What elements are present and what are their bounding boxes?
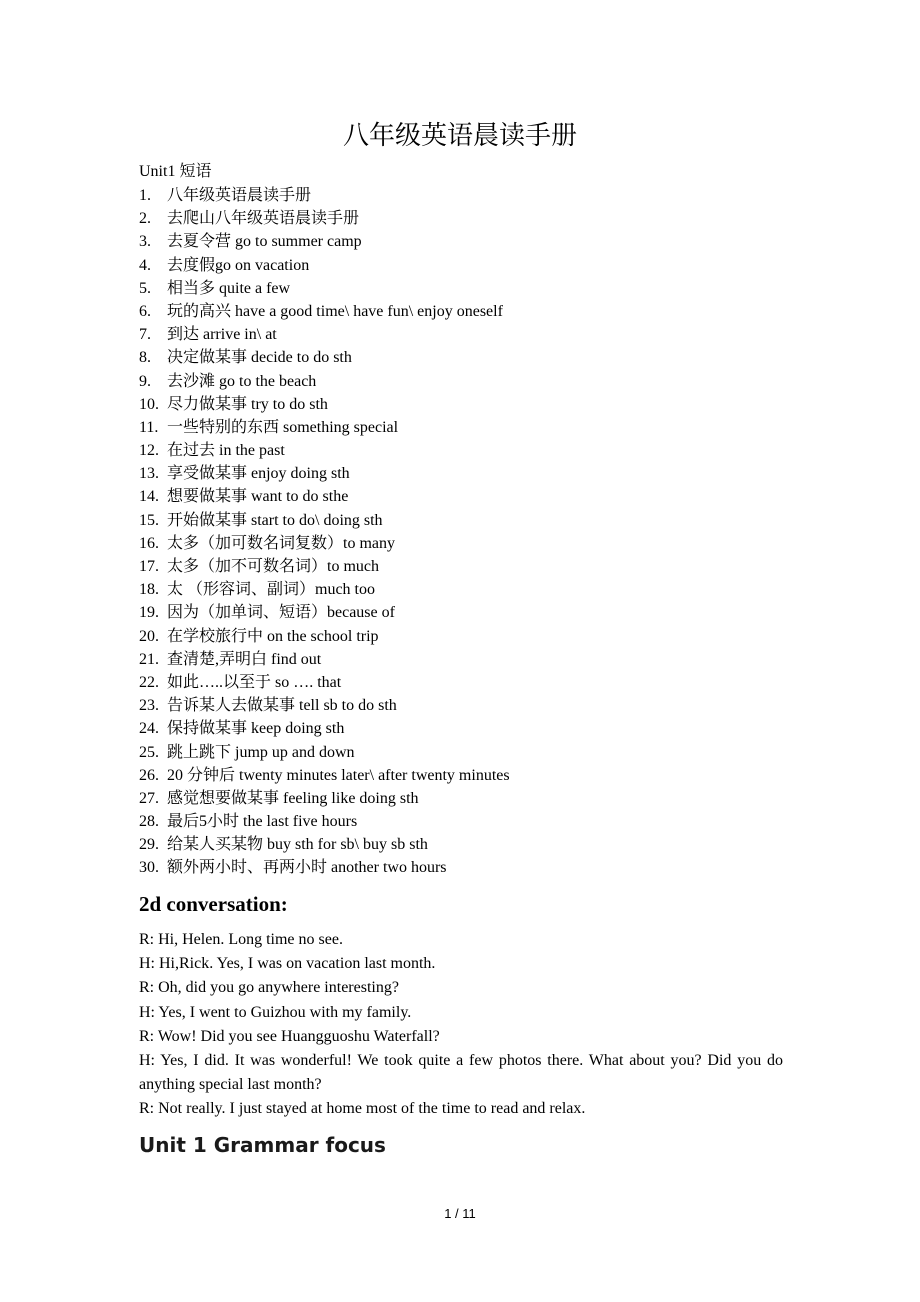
phrase-text: 20 分钟后 twenty minutes later\ after twenty minutes xyxy=(167,766,510,784)
phrase-text: 去度假go on vacation xyxy=(167,256,310,274)
phrase-number: 2. xyxy=(139,210,151,228)
phrase-item xyxy=(139,648,510,671)
phrase-text: 感觉想要做某事 feeling like doing sth xyxy=(167,789,419,807)
phrase-item xyxy=(139,393,510,416)
phrase-text: 到达 arrive in\ at xyxy=(167,326,277,344)
phrase-item xyxy=(139,741,510,764)
phrase-item xyxy=(139,230,510,253)
phrase-text: 太 （形容词、副词）much too xyxy=(167,581,375,599)
conversation-block xyxy=(139,928,783,1122)
phrase-number: 27. xyxy=(139,789,159,807)
phrase-number: 8. xyxy=(139,349,151,367)
phrase-text: 因为（加单词、短语）because of xyxy=(167,604,395,622)
phrase-number: 21. xyxy=(139,650,159,668)
phrase-item xyxy=(139,833,510,856)
unit-label: Unit1 短语 xyxy=(139,163,212,180)
phrase-text: 在过去 in the past xyxy=(167,442,285,460)
grammar-heading: Unit 1 Grammar focus xyxy=(139,1133,386,1157)
dialogue-line: H: Yes, I did. It was wonderful! We took quite a few photos there. What about you? Did you do anything special last month? xyxy=(139,1052,783,1094)
phrase-number: 9. xyxy=(139,372,151,390)
phrase-item xyxy=(139,184,510,207)
phrase-text: 额外两小时、再两小时 another two hours xyxy=(167,859,447,877)
phrase-number: 25. xyxy=(139,743,159,761)
phrase-number: 20. xyxy=(139,627,159,645)
phrase-number: 4. xyxy=(139,256,151,274)
phrase-text: 去夏令营 go to summer camp xyxy=(167,233,362,251)
phrase-text: 如此…..以至于 so …. that xyxy=(167,673,342,691)
phrase-item xyxy=(139,717,510,740)
phrase-number: 14. xyxy=(139,488,159,506)
phrase-item xyxy=(139,787,510,810)
phrase-text: 决定做某事 decide to do sth xyxy=(167,349,352,367)
phrase-number: 3. xyxy=(139,233,151,251)
phrase-item xyxy=(139,625,510,648)
dialogue-line: R: Wow! Did you see Huangguoshu Waterfall? xyxy=(139,1027,440,1045)
phrase-number: 12. xyxy=(139,442,159,460)
phrase-text: 跳上跳下 jump up and down xyxy=(167,743,355,761)
phrase-item xyxy=(139,601,510,624)
phrase-item xyxy=(139,764,510,787)
phrase-number: 15. xyxy=(139,511,159,529)
phrase-number: 5. xyxy=(139,279,151,297)
phrase-text: 保持做某事 keep doing sth xyxy=(167,720,345,738)
phrase-item xyxy=(139,532,510,555)
phrase-text: 查清楚,弄明白 find out xyxy=(167,650,322,668)
phrase-number: 29. xyxy=(139,836,159,854)
phrase-number: 26. xyxy=(139,766,159,784)
phrase-item xyxy=(139,254,510,277)
phrase-item xyxy=(139,671,510,694)
phrase-item xyxy=(139,370,510,393)
phrase-text: 最后5小时 the last five hours xyxy=(167,813,358,831)
phrase-number: 7. xyxy=(139,326,151,344)
phrase-number: 17. xyxy=(139,558,159,575)
phrase-number: 18. xyxy=(139,581,159,599)
phrase-text: 享受做某事 enjoy doing sth xyxy=(167,465,350,483)
phrase-number: 23. xyxy=(139,697,159,715)
conversation-heading: 2d conversation: xyxy=(139,892,288,916)
phrase-text: 在学校旅行中 on the school trip xyxy=(167,627,379,645)
phrase-item xyxy=(139,509,510,532)
phrase-number: 11. xyxy=(139,418,159,436)
phrase-number: 10. xyxy=(139,395,159,413)
phrase-item xyxy=(139,207,510,230)
phrase-item xyxy=(139,555,510,578)
phrase-text: 太多（加不可数名词）to much xyxy=(167,558,379,575)
phrase-text: 去沙滩 go to the beach xyxy=(167,372,317,390)
phrase-number: 24. xyxy=(139,720,159,738)
phrase-item xyxy=(139,694,510,717)
phrase-text: 玩的高兴 have a good time\ have fun\ enjoy oneself xyxy=(167,302,503,320)
phrase-item xyxy=(139,323,510,346)
dialogue-line: R: Not really. I just stayed at home most of the time to read and relax. xyxy=(139,1100,586,1118)
phrase-number: 22. xyxy=(139,673,159,691)
phrase-number: 1. xyxy=(139,187,151,204)
phrase-list xyxy=(139,184,510,880)
phrase-number: 30. xyxy=(139,859,159,877)
phrase-text: 尽力做某事 try to do sth xyxy=(167,395,328,413)
phrase-text: 想要做某事 want to do sthe xyxy=(167,488,349,506)
phrase-item xyxy=(139,462,510,485)
dialogue-line: H: Yes, I went to Guizhou with my family. xyxy=(139,1003,412,1021)
phrase-text: 去爬山八年级英语晨读手册 xyxy=(167,210,360,228)
phrase-item xyxy=(139,485,510,508)
document-title: 八年级英语晨读手册 xyxy=(342,121,577,151)
phrase-number: 19. xyxy=(139,604,159,622)
phrase-text: 一些特别的东西 something special xyxy=(167,418,399,436)
dialogue-line: R: Hi, Helen. Long time no see. xyxy=(139,931,343,948)
phrase-text: 相当多 quite a few xyxy=(167,279,291,297)
phrase-item xyxy=(139,578,510,601)
phrase-number: 6. xyxy=(139,302,151,320)
dialogue-line: R: Oh, did you go anywhere interesting? xyxy=(139,979,399,997)
phrase-item xyxy=(139,416,510,439)
phrase-number: 13. xyxy=(139,465,159,483)
phrase-text: 太多（加可数名词复数）to many xyxy=(167,534,395,552)
phrase-text: 八年级英语晨读手册 xyxy=(167,187,312,204)
phrase-text: 告诉某人去做某事 tell sb to do sth xyxy=(167,697,397,715)
phrase-item xyxy=(139,810,510,833)
phrase-item xyxy=(139,346,510,369)
phrase-item xyxy=(139,439,510,462)
phrase-item xyxy=(139,277,510,300)
dialogue-line: H: Hi,Rick. Yes, I was on vacation last month. xyxy=(139,955,436,973)
phrase-item xyxy=(139,300,510,323)
phrase-number: 28. xyxy=(139,813,159,831)
phrase-text: 开始做某事 start to do\ doing sth xyxy=(167,511,383,529)
phrase-number: 16. xyxy=(139,534,159,552)
phrase-item xyxy=(139,856,510,879)
phrase-text: 给某人买某物 buy sth for sb\ buy sb sth xyxy=(167,836,428,854)
page-number: 1 / 11 xyxy=(444,1206,476,1221)
